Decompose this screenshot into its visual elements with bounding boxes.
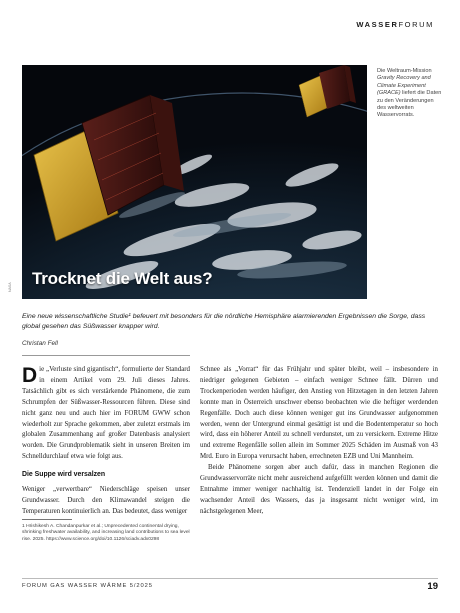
paragraph-3: Schnee als „Vorrat“ für das Frühjahr und später bleibt, weil – insbesondere in niedriger gelegenen Gebieten – einfach weniger Schnee fällt. Dürren und Trockenperioden werden häufiger, den Anstieg von Hitzetagen in den letzten Jahren konnte man in Österreich unschwer ebenso beobachten wie die heftiger werdenden Regenfälle. Doch auch diese können weniger gut ins Grundwasser aufgenommen werden, wenn der Untergrund einmal gesättigt ist und die Bodentemperatur so hoch wird, dass ein höherer Anteil zu schnell verdunstet, um zu versickern. Extreme Hitze und extreme Regenfälle sollen allein im Sommer 2025 Schäden im Ausmaß von 43 Mrd. Euro in Europa verursacht haben, errechneten EZB und Uni Mannheim.: [200, 366, 438, 461]
paragraph-2: Weniger „verwertbare“ Niederschläge speisen unser Grundwasser. Durch den Klimawandel steigen die Temperaturen kontinuierlich an. Das bedeutet, dass weniger: [22, 486, 190, 515]
subheading: Die Suppe wird versalzen: [22, 471, 106, 479]
journal-footer: FORUM GAS WASSER WÄRME 5/2025: [22, 583, 153, 589]
earth-satellites-illustration: [22, 65, 367, 299]
dropcap: D: [22, 364, 38, 387]
image-credit: NASA: [8, 282, 12, 292]
footnote-divider: [22, 519, 72, 520]
footer-divider: [22, 578, 438, 579]
text-column-right: [200, 365, 438, 518]
divider: [22, 355, 190, 356]
article-author: Christan Fell: [22, 340, 58, 347]
page-number: 19: [427, 581, 438, 592]
image-caption: Die Weltraum-Mission Gravity Recovery and Climate Experiment (GRACE) liefert die Daten zu den Veränderungen des weltweiten Wasservorrats.: [377, 68, 442, 119]
text-column-left: [22, 365, 190, 518]
section-rubric: WASSERFORUM: [356, 20, 434, 29]
footnote: 1 Hrishikesh A. Chandanpurkar et al.; Unprecedented continental drying, shrinking freshwater availability, and increasing land contributions to sea level rise. 2025. https://www.science.org/doi/10.1126/sciadv.adx0298: [22, 524, 190, 542]
hero-image: [22, 65, 367, 299]
paragraph-4: Beide Phänomene sorgen aber auch dafür, dass in manchen Regionen die Grundwasservorräte nicht mehr ausreichend aufgefüllt werden können und damit die Entnahme immer weniger nachhaltig ist. Tendenziell landet in der Folge ein wachsender Anteil des Wassers, das ja insgesamt nicht weniger wird, im nächstgelegenen Meer,: [200, 464, 438, 515]
article-title: Trocknet die Welt aus?: [32, 269, 213, 288]
article-lead: Eine neue wissenschaftliche Studie¹ befeuert mit besonders für die nördliche Hemisphäre alarmierenden Ergebnissen die Sorge, dass global gesehen das Süßwasser knapper wird.: [22, 313, 426, 330]
paragraph-1: ie „Verluste sind gigantisch“, formulierte der Standard in einem Artikel vom 29. Juli dieses Jahres. Tatsächlich gibt es sich verstärkende Phänomene, die zum Schrumpfen der Süßwasser-Ressourcen führen. Diese sind nicht ganz neu und auch hier im FORUM GWW schon wiederholt zur Sprache gekommen, aber zuletzt erstmals im globalen Zusammenhang auf großer Datenbasis analysiert worden. Die Grundproblematik sieht in unseren Breiten im Schnelldurchlauf etwa wie folgt aus.: [22, 366, 190, 461]
